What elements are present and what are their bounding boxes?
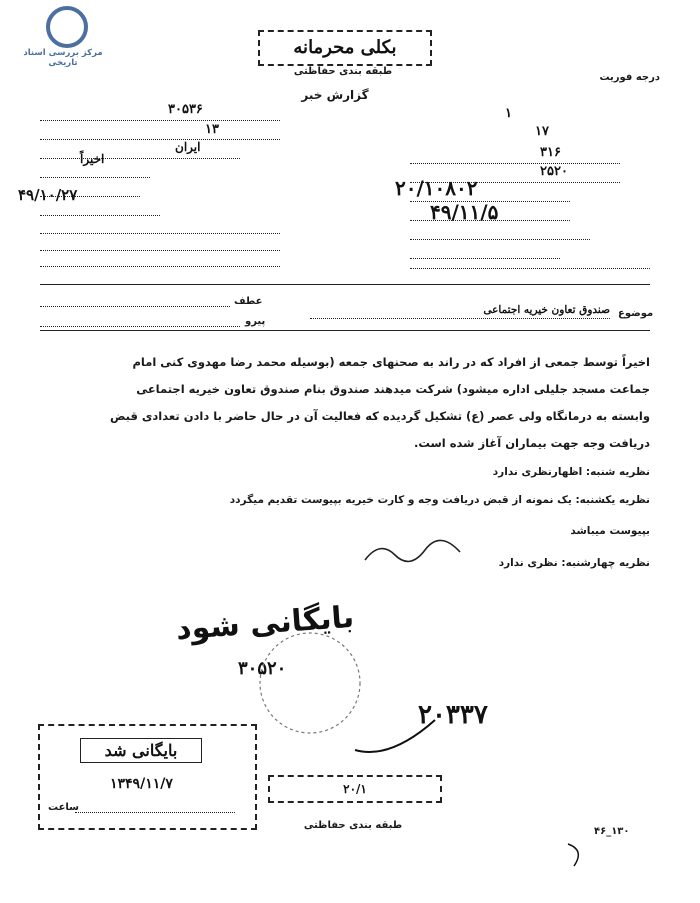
comment-line: نظریه یکشنبه: یک نمونه از قبض دریافت وجه و کارت خیریه بپیوست تقدیم میگردد — [229, 494, 650, 506]
classification-stamp: بکلی محرمانه — [258, 30, 432, 66]
subject-label: موضوع — [618, 308, 654, 319]
comment-line: بپیوست میباشد — [570, 525, 650, 537]
field-to-value: ۳۱۶ — [540, 145, 561, 160]
archived-stamp: بایگانی شد ۱۳۴۹/۱۱/۷ ساعت — [38, 724, 257, 830]
field-report-date-value: ۴۹/۱۱/۵ — [430, 200, 499, 224]
field-copy-value: ۱۷ — [535, 124, 549, 139]
field-from-value: ۲۵۲۰ — [540, 164, 568, 179]
bottom-classification-box: ۲۰/۱ — [268, 775, 442, 803]
page-title: گزارش خبر — [301, 88, 369, 102]
handwritten-stroke — [350, 710, 440, 760]
divider — [40, 330, 650, 331]
peyro-label: پیرو — [245, 316, 266, 327]
atf-label: عطف — [234, 296, 263, 307]
divider — [40, 284, 650, 285]
field-received-by-leader-value: ۴۹/۱۰/۲۷ — [18, 186, 78, 204]
classification-caption: طبقه بندی حفاظتی — [293, 66, 393, 77]
body-line: وابسته به درمانگاه ولی عصر (ع) تشکیل گردیده که فعالیت آن در حال حاضر با دادن تعدادی قبض — [109, 409, 650, 423]
field-received-by-source-value: اخیراً — [80, 152, 105, 166]
logo-text: مرکز بررسی اسناد تاریخی — [23, 48, 103, 68]
priority-label: درجه فوریت — [599, 72, 660, 83]
document-logo — [8, 6, 118, 68]
bottom-classification-caption: طبقه بندی حفاظتی — [303, 820, 403, 831]
field-source-value: ۳۰۵۳۶ — [168, 102, 203, 117]
field-page-value: ۱ — [505, 106, 512, 121]
archive-stamp: بایگانی شود — [174, 599, 356, 648]
footer-code: ۴۶_۱۳۰ — [594, 826, 630, 837]
comment-line: نظریه چهارشنبه: نظری ندارد — [498, 557, 650, 569]
body-line: جماعت مسجد جلیلی اداره میشود) شرکت میدهند صندوق بنام صندوق تعاون خیریه اجتماعی — [136, 382, 650, 396]
signature-mark — [360, 530, 470, 570]
logo-emblem-icon — [46, 6, 88, 48]
field-origin-value: ۱۳ — [205, 122, 219, 137]
footer-mark — [560, 840, 590, 870]
body-line: دریافت وجه جهت بیماران آغاز شده است. — [413, 436, 650, 450]
comment-line: نظریه شنبه: اظهارنظری ندارد — [492, 466, 650, 478]
round-seal — [255, 628, 365, 738]
handwritten-number: ۲۰۳۳۷ — [418, 700, 488, 730]
field-occurrence-date-value: ایران — [175, 140, 201, 154]
field-report-number-value: ۲۰/۱۰۸۰۲ — [395, 176, 478, 200]
body-line: اخیراً توسط جمعی از افراد که در راند به صحنهای جمعه (بوسیله محمد رضا مهدوی کنی امام — [132, 355, 650, 369]
subject-value: صندوق تعاون خیریه اجتماعی — [483, 304, 610, 316]
archive-number: ۳۰۵۲۰ — [238, 658, 287, 679]
